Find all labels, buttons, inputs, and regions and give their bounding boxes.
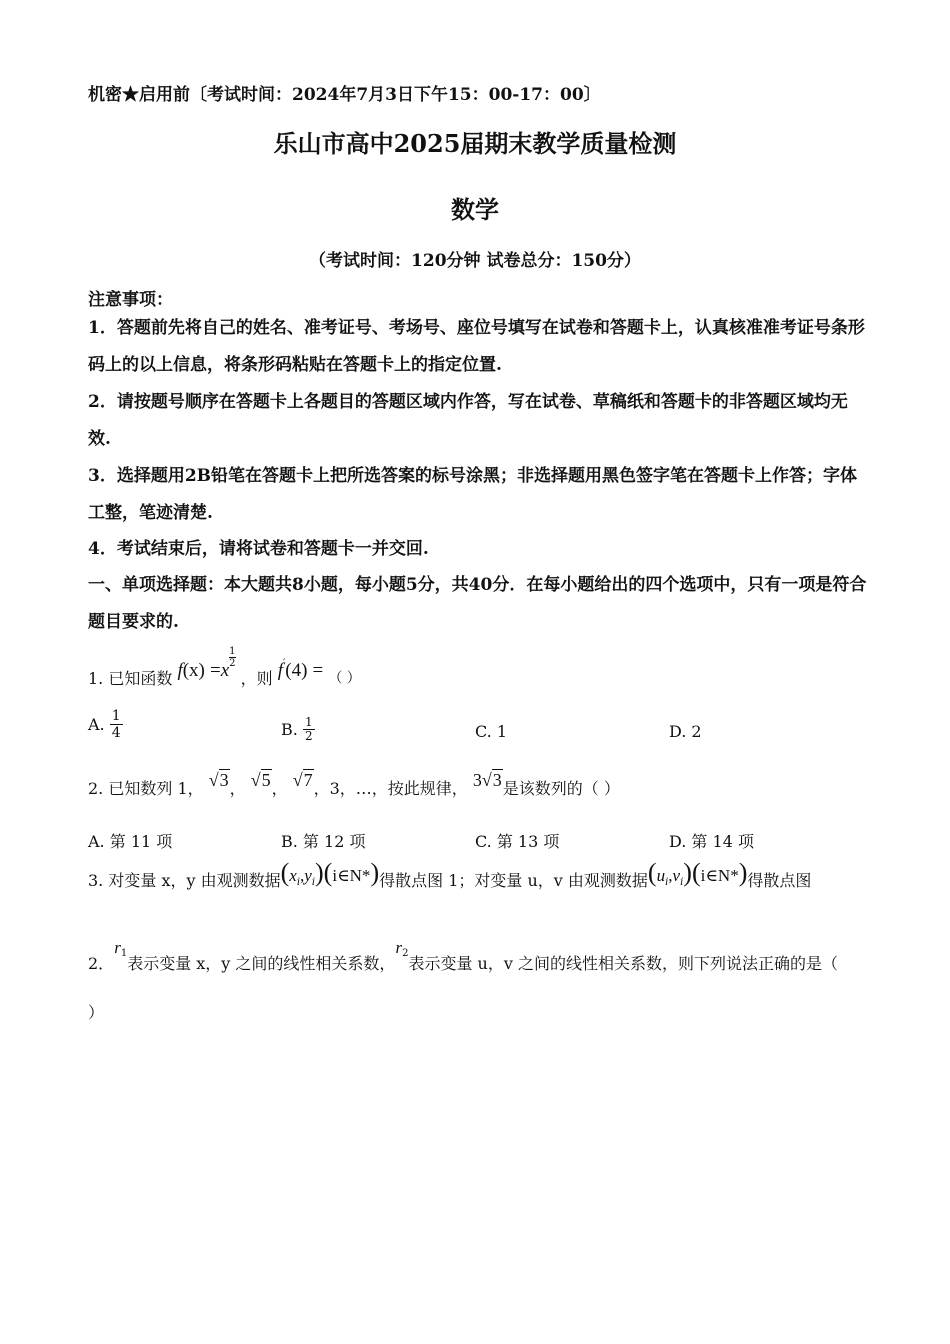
q3-pair1-y-sub: i (311, 877, 316, 888)
q1-func-symbol: f (177, 660, 183, 681)
q2-mid-text: ，3，…，按此规律， (313, 779, 468, 798)
question-2 (88, 770, 620, 799)
q2-sqrt-7: √7 (292, 770, 313, 790)
q2-prefix: 2. 已知数列 1， (88, 779, 204, 798)
q1-deriv-equals: = (312, 660, 324, 681)
q3-pair-xy: $(x_i,y_i)(i\in N*)$ (280, 858, 380, 888)
q1-exponent (229, 646, 235, 669)
q3-pair2-v: v (672, 866, 681, 885)
note-item-3: 3．选择题用2B铅笔在答题卡上把所选答案的标号涂黑；非选择题用黑色签字笔在答题卡上作答；字体工整，笔迹清楚. (88, 466, 858, 523)
q1-answer-blank: （ ） (328, 670, 361, 687)
q3-pair2-v-sub: i (680, 877, 684, 888)
q3-pair1-x: x (289, 866, 297, 885)
q3-pair-uv: $(u_i,v_i)(i\in N*)$ (647, 858, 748, 888)
q1-b-num: 1 (304, 715, 313, 729)
q3-r1 (114, 938, 127, 957)
q3-r1-sub: 1 (120, 948, 128, 959)
q3-cond-1: i∈N* (332, 866, 371, 885)
q2-sep-2: ， (271, 779, 288, 798)
q2-radicand-5: 5 (261, 770, 271, 790)
page-title: 乐山市高中2025届期末教学质量检测 (273, 129, 677, 158)
q2-suffix: 是该数列的（ ） (502, 779, 620, 798)
q1-option-b-label: B. (281, 720, 298, 739)
section-1-heading: 一、单项选择题：本大题共8小题，每小题5分，共40分．在每小题给出的四个选项中，只有一项是符合题目要求的. (88, 575, 867, 632)
q1-option-b[interactable] (281, 716, 315, 743)
q3-line1-suffix: 得散点图 (747, 871, 812, 890)
question-1 (88, 646, 361, 692)
question-3-line-1 (88, 858, 811, 891)
q2-option-a[interactable]: A. 第 11 项 (88, 832, 173, 851)
q1-option-c[interactable]: C. 1 (475, 722, 508, 741)
subject-title: 数学 (451, 195, 499, 224)
q2-sqrt-3: √3 (208, 770, 229, 790)
q3-pair2-u-sub: i (665, 877, 669, 888)
q3-line1-mid: 得散点图 1；对变量 u，v 由观测数据 (379, 871, 648, 890)
q3-line1-prefix: 3. 对变量 x，y 由观测数据 (88, 871, 281, 890)
q3-line2-mid-1: 表示变量 x，y 之间的线性相关系数， (127, 954, 396, 973)
q2-coefficient: 3 (472, 770, 482, 790)
note-item-1: 1．答题前先将自己的姓名、准考证号、考场号、座位号填写在试卷和答题卡上，认真核准准考证号条形码上的以上信息，将条形码粘贴在答题卡上的指定位置. (88, 318, 865, 375)
question-3-line-3: ） (88, 1003, 105, 1022)
q2-option-d[interactable]: D. 第 14 项 (669, 832, 754, 851)
confidential-line: 机密★启用前〔考试时间：2024年7月3日下午15：00-17：00〕 (88, 85, 601, 105)
q1-derivative-expr (277, 658, 329, 681)
q2-sep-1: ， (229, 779, 246, 798)
q2-3sqrt3: 3√3 (472, 770, 502, 790)
q1-prefix: 1. 已知函数 (88, 669, 173, 688)
q2-radicand-3: 3 (219, 770, 229, 790)
note-item-2: 2．请按题号顺序在答题卡上各题目的答题区域内作答，写在试卷、草稿纸和答题卡的非答题区域均无效. (88, 392, 848, 449)
q1-base: x (220, 660, 230, 681)
q1-deriv-func: f (277, 660, 283, 681)
q2-option-c[interactable]: C. 第 13 项 (475, 832, 560, 851)
q3-r1-symbol: r (114, 938, 121, 957)
q1-func-arg: (x) (182, 660, 205, 681)
question-3-line-2 (88, 938, 838, 974)
q2-radicand-7: 7 (303, 770, 313, 790)
q1-b-den: 2 (304, 729, 313, 743)
notes-heading: 注意事项： (88, 290, 173, 310)
q1-a-num: 1 (111, 708, 121, 724)
q1-deriv-arg: (4) (285, 660, 308, 681)
q3-r2-symbol: r (395, 938, 403, 957)
q1-prime: ′ (283, 658, 286, 669)
q1-function-expr (177, 646, 240, 681)
note-item-4: 4．考试结束后，请将试卷和答题卡一并交回. (88, 539, 429, 559)
q3-pair1-x-sub: i (296, 877, 301, 888)
q1-exp-den: 2 (229, 658, 236, 669)
exam-time-info: （考试时间：120分钟 试卷总分：150分） (309, 251, 641, 271)
q2-option-b[interactable]: B. 第 12 项 (281, 832, 366, 851)
q1-option-a[interactable] (88, 708, 123, 741)
q3-pair2-u: u (656, 866, 666, 885)
q1-equals: = (209, 660, 221, 681)
q2-sqrt-5: √5 (250, 770, 271, 790)
q1-a-den: 4 (111, 725, 121, 741)
q3-r2 (395, 938, 408, 957)
q1-option-a-label: A. (88, 715, 105, 734)
q2-radicand-3b: 3 (492, 770, 502, 790)
q1-exp-num: 1 (229, 646, 236, 657)
q3-pair1-y: y (304, 866, 312, 885)
q1-option-d[interactable]: D. 2 (669, 722, 702, 741)
q3-cond-2: i∈N* (700, 866, 739, 885)
q3-line2-mid-2: 表示变量 u，v 之间的线性相关系数，则下列说法正确的是（ (408, 954, 838, 973)
q1-option-b-fraction (303, 716, 315, 743)
q1-option-a-fraction (110, 708, 123, 741)
q3-line2-prefix: 2． (88, 954, 115, 973)
q3-r2-sub: 2 (402, 948, 409, 959)
q1-mid-text: ，则 (240, 669, 273, 688)
